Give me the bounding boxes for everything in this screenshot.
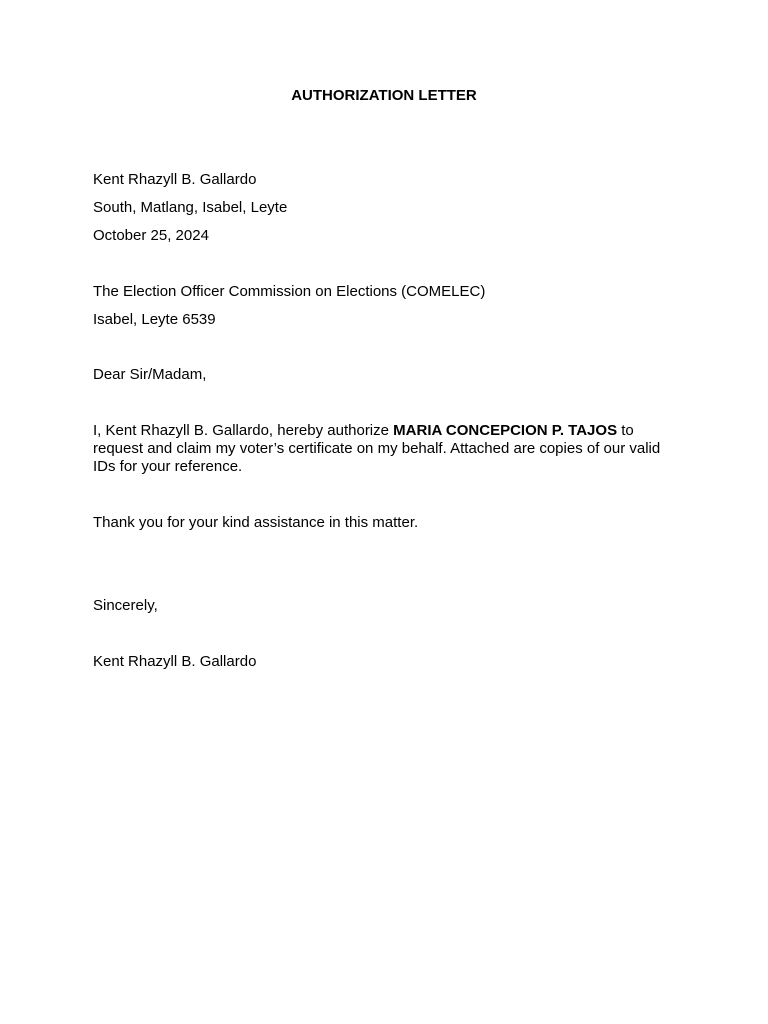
recipient-line-2: Isabel, Leyte 6539 <box>93 311 216 328</box>
letter-title: AUTHORIZATION LETTER <box>291 87 477 104</box>
salutation: Dear Sir/Madam, <box>93 366 207 383</box>
authorized-person-name: MARIA CONCEPCION P. TAJOS <box>393 422 618 439</box>
body-intro: I, Kent Rhazyll B. Gallardo, hereby authorize <box>93 422 394 439</box>
signature-name: Kent Rhazyll B. Gallardo <box>93 653 257 670</box>
sender-name: Kent Rhazyll B. Gallardo <box>93 171 257 188</box>
sender-address: South, Matlang, Isabel, Leyte <box>93 199 288 216</box>
closing: Sincerely, <box>93 597 158 614</box>
body-paragraph <box>93 422 673 476</box>
recipient-line-1: The Election Officer Commission on Elections (COMELEC) <box>93 283 486 300</box>
body-rest: to request and claim my voter’s certificate on my behalf. Attached are copies of our valid IDs for your reference. <box>93 422 661 475</box>
letter-date: October 25, 2024 <box>93 227 209 244</box>
thanks-line: Thank you for your kind assistance in this matter. <box>93 514 419 531</box>
